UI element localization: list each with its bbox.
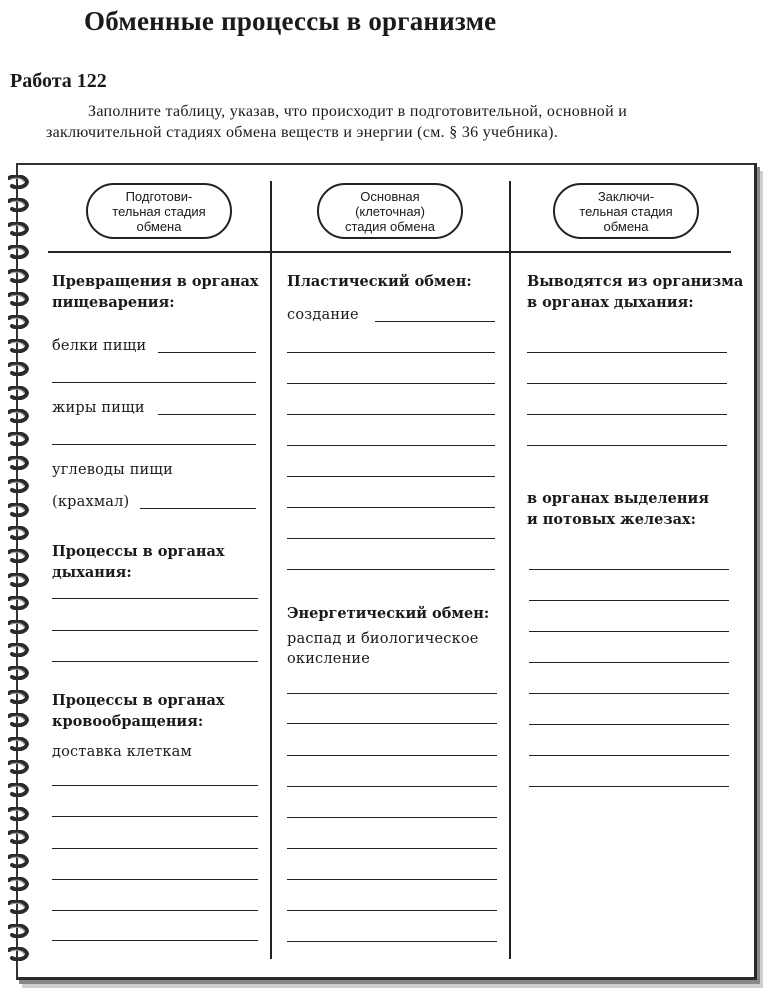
binding-coil bbox=[8, 690, 30, 704]
energy-exchange-heading: Энергетический обмен: bbox=[287, 605, 490, 622]
work-number: Работа 122 bbox=[10, 70, 107, 92]
answer-line[interactable] bbox=[529, 724, 729, 725]
circulation-heading: Процессы в органах кровообращения: bbox=[52, 692, 225, 730]
answer-line[interactable] bbox=[529, 693, 729, 694]
binding-coil bbox=[8, 432, 30, 446]
binding-coil bbox=[8, 737, 30, 751]
column-divider-2 bbox=[509, 181, 511, 959]
binding-coil bbox=[8, 362, 30, 376]
excretion-heading: в органах выделения и потовых железах: bbox=[527, 490, 709, 528]
answer-line[interactable] bbox=[52, 848, 258, 849]
answer-line[interactable] bbox=[287, 848, 497, 849]
binding-coil bbox=[8, 386, 30, 400]
answer-line[interactable] bbox=[158, 352, 256, 353]
answer-line[interactable] bbox=[287, 755, 497, 756]
answer-line[interactable] bbox=[287, 786, 497, 787]
header-divider bbox=[48, 251, 731, 253]
instruction-text: Заполните таблицу, указав, что происходит в подготовительной, основной и заключительной стадиях обмена веществ и энергии (см. § 36 учебника). bbox=[46, 103, 628, 141]
answer-line[interactable] bbox=[140, 508, 256, 509]
binding-coil bbox=[8, 854, 30, 868]
answer-line[interactable] bbox=[52, 382, 256, 383]
starch-label: (крахмал) bbox=[52, 494, 130, 510]
answer-line[interactable] bbox=[287, 879, 497, 880]
answer-line[interactable] bbox=[287, 817, 497, 818]
answer-line[interactable] bbox=[527, 352, 727, 353]
binding-coil bbox=[8, 900, 30, 914]
binding-coil bbox=[8, 620, 30, 634]
binding-coil bbox=[8, 175, 30, 189]
fats-label: жиры пищи bbox=[52, 400, 145, 416]
answer-line[interactable] bbox=[529, 569, 729, 570]
answer-line[interactable] bbox=[52, 785, 258, 786]
binding-coil bbox=[8, 877, 30, 891]
binding-coil bbox=[8, 596, 30, 610]
page-title: Обменные процессы в организме bbox=[84, 6, 497, 36]
answer-line[interactable] bbox=[527, 445, 727, 446]
proteins-label: белки пищи bbox=[52, 338, 147, 354]
answer-line[interactable] bbox=[529, 600, 729, 601]
binding-coil bbox=[8, 456, 30, 470]
creation-label: создание bbox=[287, 307, 359, 323]
binding-coil bbox=[8, 549, 30, 563]
carbs-label: углеводы пищи bbox=[52, 462, 173, 478]
answer-line[interactable] bbox=[529, 631, 729, 632]
binding-coil bbox=[8, 807, 30, 821]
binding-coil bbox=[8, 713, 30, 727]
respiration-heading: Процессы в органах дыхания: bbox=[52, 543, 225, 581]
plastic-exchange-heading: Пластический обмен: bbox=[287, 273, 472, 290]
answer-line[interactable] bbox=[52, 630, 258, 631]
answer-line[interactable] bbox=[287, 507, 495, 508]
answer-line[interactable] bbox=[287, 723, 497, 724]
answer-line[interactable] bbox=[52, 816, 258, 817]
answer-line[interactable] bbox=[527, 383, 727, 384]
answer-line[interactable] bbox=[287, 569, 495, 570]
binding-coil bbox=[8, 339, 30, 353]
binding-coil bbox=[8, 503, 30, 517]
binding-coil bbox=[8, 315, 30, 329]
binding-coil bbox=[8, 924, 30, 938]
binding-coil bbox=[8, 292, 30, 306]
answer-line[interactable] bbox=[529, 786, 729, 787]
answer-line[interactable] bbox=[52, 598, 258, 599]
answer-line[interactable] bbox=[52, 910, 258, 911]
binding-coil bbox=[8, 222, 30, 236]
answer-line[interactable] bbox=[287, 941, 497, 942]
binding-coil bbox=[8, 245, 30, 259]
binding-coil bbox=[8, 198, 30, 212]
binding-coil bbox=[8, 409, 30, 423]
stage-main: Основная (клеточная) стадия обмена bbox=[317, 183, 463, 239]
column-divider-1 bbox=[270, 181, 272, 959]
binding-coil bbox=[8, 830, 30, 844]
answer-line[interactable] bbox=[287, 538, 495, 539]
answer-line[interactable] bbox=[287, 383, 495, 384]
answer-line[interactable] bbox=[529, 662, 729, 663]
binding-coil bbox=[8, 526, 30, 540]
binding-coil bbox=[8, 666, 30, 680]
answer-line[interactable] bbox=[52, 444, 256, 445]
answer-line[interactable] bbox=[287, 693, 497, 694]
answer-line[interactable] bbox=[52, 879, 258, 880]
answer-line[interactable] bbox=[375, 321, 495, 322]
binding-coil bbox=[8, 783, 30, 797]
answer-line[interactable] bbox=[52, 940, 258, 941]
answer-line[interactable] bbox=[287, 476, 495, 477]
binding-coil bbox=[8, 760, 30, 774]
answer-line[interactable] bbox=[527, 414, 727, 415]
answer-line[interactable] bbox=[287, 352, 495, 353]
answer-line[interactable] bbox=[529, 755, 729, 756]
answer-line[interactable] bbox=[287, 910, 497, 911]
stage-preparatory: Подготови- тельная стадия обмена bbox=[86, 183, 232, 239]
answer-line[interactable] bbox=[158, 414, 256, 415]
answer-line[interactable] bbox=[52, 661, 258, 662]
worksheet-table bbox=[16, 163, 757, 980]
breathing-excretion-heading: Выводятся из организма в органах дыхания: bbox=[527, 273, 744, 311]
decay-label: распад и биологическое окисление bbox=[287, 631, 479, 667]
digestion-heading: Превращения в органах пищеварения: bbox=[52, 273, 259, 311]
stage-final: Заключи- тельная стадия обмена bbox=[553, 183, 699, 239]
binding-coil bbox=[8, 573, 30, 587]
answer-line[interactable] bbox=[287, 445, 495, 446]
binding-coil bbox=[8, 947, 30, 961]
binding-coil bbox=[8, 643, 30, 657]
binding-coil bbox=[8, 479, 30, 493]
answer-line[interactable] bbox=[287, 414, 495, 415]
delivery-label: доставка клеткам bbox=[52, 744, 192, 760]
binding-coil bbox=[8, 269, 30, 283]
